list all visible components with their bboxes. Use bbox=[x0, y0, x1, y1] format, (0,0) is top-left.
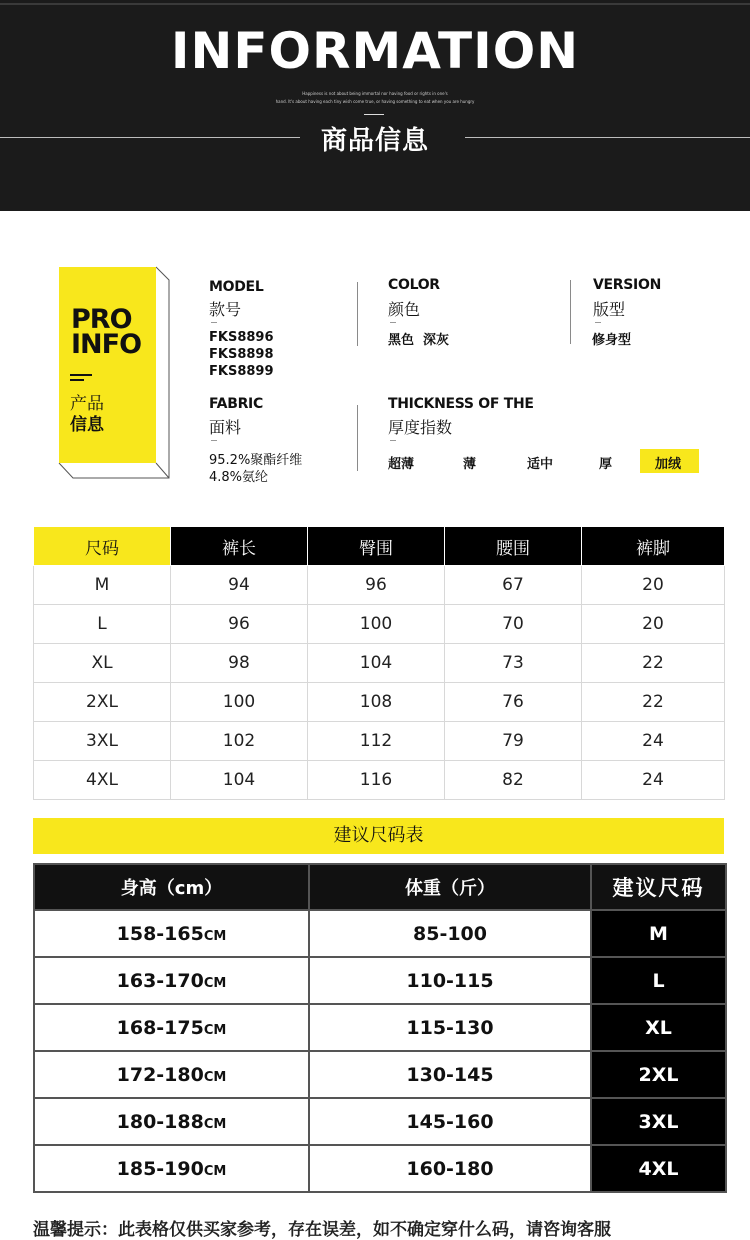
height-unit: CM bbox=[203, 1163, 227, 1179]
height-value: 168-175 bbox=[116, 1016, 204, 1039]
model-label-cn: 款号 bbox=[209, 300, 242, 319]
color-dash bbox=[390, 322, 396, 323]
color-label-cn: 颜色 bbox=[388, 300, 421, 319]
model-label-en: MODEL bbox=[209, 279, 264, 295]
height-unit: CM bbox=[203, 975, 227, 991]
model-value-3: FKS8899 bbox=[209, 364, 274, 379]
table-cell: 70 bbox=[445, 605, 582, 644]
height-value: 172-180 bbox=[116, 1063, 204, 1086]
height-cell bbox=[34, 1004, 309, 1051]
fabric-value-1: 95.2%聚酯纤维 bbox=[209, 453, 303, 468]
thickness-option-thick: 厚 bbox=[599, 457, 613, 472]
height-unit: CM bbox=[203, 1069, 227, 1085]
size-col-hem: 裤脚 bbox=[582, 527, 725, 566]
badge-cn-2: 信息 bbox=[70, 415, 104, 435]
size-cell: XL bbox=[591, 1004, 726, 1051]
table-row bbox=[34, 1098, 726, 1145]
header-top-line bbox=[0, 3, 750, 5]
table-cell: 2XL bbox=[34, 683, 171, 722]
version-label-en: VERSION bbox=[593, 277, 661, 293]
badge-cn-1: 产品 bbox=[70, 394, 104, 414]
thickness-option-ultrathin: 超薄 bbox=[388, 457, 415, 472]
height-cell bbox=[34, 1098, 309, 1145]
version-dash bbox=[595, 322, 601, 323]
size-col-waist: 腰围 bbox=[445, 527, 582, 566]
height-cell bbox=[34, 1145, 309, 1192]
size-table bbox=[33, 526, 725, 800]
table-cell: 22 bbox=[582, 644, 725, 683]
recommendation-table bbox=[33, 863, 727, 1193]
size-col-size: 尺码 bbox=[34, 527, 171, 566]
thickness-option-fleece: 加绒 bbox=[655, 457, 682, 472]
rec-col-height: 身高（cm） bbox=[34, 864, 309, 910]
height-value: 158-165 bbox=[116, 922, 204, 945]
weight-cell: 110-115 bbox=[309, 957, 591, 1004]
table-cell: 108 bbox=[308, 683, 445, 722]
fabric-label-cn: 面料 bbox=[209, 418, 242, 437]
weight-cell: 130-145 bbox=[309, 1051, 591, 1098]
height-value: 185-190 bbox=[116, 1157, 204, 1180]
height-cell bbox=[34, 1051, 309, 1098]
height-unit: CM bbox=[203, 1022, 227, 1038]
rec-col-weight: 体重（斤） bbox=[309, 864, 591, 910]
model-dash bbox=[211, 322, 217, 323]
table-cell: 79 bbox=[445, 722, 582, 761]
header-cn-title: 商品信息 bbox=[320, 126, 429, 156]
table-cell: 22 bbox=[582, 683, 725, 722]
weight-cell: 160-180 bbox=[309, 1145, 591, 1192]
header-title: INFORMATION bbox=[170, 22, 580, 80]
table-cell: 4XL bbox=[34, 761, 171, 800]
table-cell: 82 bbox=[445, 761, 582, 800]
table-row bbox=[34, 722, 725, 761]
size-cell: L bbox=[591, 957, 726, 1004]
version-label-cn: 版型 bbox=[593, 300, 626, 319]
table-cell: 100 bbox=[308, 605, 445, 644]
color-value: 黑色 深灰 bbox=[388, 333, 450, 348]
table-row bbox=[34, 957, 726, 1004]
badge-en-label bbox=[71, 304, 151, 360]
table-cell: 3XL bbox=[34, 722, 171, 761]
table-row bbox=[34, 761, 725, 800]
table-cell: 100 bbox=[171, 683, 308, 722]
table-cell: XL bbox=[34, 644, 171, 683]
model-value-2: FKS8898 bbox=[209, 347, 274, 362]
table-cell: L bbox=[34, 605, 171, 644]
size-col-hip: 臀围 bbox=[308, 527, 445, 566]
thickness-label-cn: 厚度指数 bbox=[388, 418, 453, 437]
size-col-length: 裤长 bbox=[171, 527, 308, 566]
height-cell bbox=[34, 910, 309, 957]
thickness-dash bbox=[390, 440, 396, 441]
table-cell: M bbox=[34, 566, 171, 605]
fabric-label-en: FABRIC bbox=[209, 396, 263, 412]
size-table-header-row bbox=[34, 527, 725, 566]
table-cell: 73 bbox=[445, 644, 582, 683]
weight-cell: 85-100 bbox=[309, 910, 591, 957]
table-cell: 67 bbox=[445, 566, 582, 605]
table-cell: 116 bbox=[308, 761, 445, 800]
badge-line bbox=[70, 374, 92, 376]
size-cell: 4XL bbox=[591, 1145, 726, 1192]
thickness-option-thin: 薄 bbox=[463, 457, 477, 472]
table-row bbox=[34, 1145, 726, 1192]
badge-line-short bbox=[70, 379, 84, 381]
rec-header-row bbox=[34, 864, 726, 910]
weight-cell: 115-130 bbox=[309, 1004, 591, 1051]
table-row bbox=[34, 605, 725, 644]
table-cell: 96 bbox=[308, 566, 445, 605]
header-tagline-1: Happiness is not about being immortal nor having food or rights in one's bbox=[302, 91, 448, 96]
size-cell: M bbox=[591, 910, 726, 957]
rec-col-size: 建议尺码 bbox=[591, 864, 726, 910]
suggest-size-banner: 建议尺码表 bbox=[33, 818, 724, 854]
size-cell: 3XL bbox=[591, 1098, 726, 1145]
table-cell: 96 bbox=[171, 605, 308, 644]
table-cell: 76 bbox=[445, 683, 582, 722]
table-cell: 20 bbox=[582, 566, 725, 605]
table-row bbox=[34, 566, 725, 605]
table-cell: 104 bbox=[308, 644, 445, 683]
weight-cell: 145-160 bbox=[309, 1098, 591, 1145]
table-row bbox=[34, 1051, 726, 1098]
table-cell: 20 bbox=[582, 605, 725, 644]
table-cell: 24 bbox=[582, 722, 725, 761]
table-row bbox=[34, 683, 725, 722]
fabric-value-2: 4.8%氨纶 bbox=[209, 470, 269, 485]
table-cell: 104 bbox=[171, 761, 308, 800]
badge-en-text: PRO INFO bbox=[71, 304, 142, 360]
separator-2 bbox=[570, 280, 571, 344]
header-banner bbox=[0, 0, 750, 211]
height-unit: CM bbox=[203, 1116, 227, 1132]
height-cell bbox=[34, 957, 309, 1004]
table-cell: 94 bbox=[171, 566, 308, 605]
color-label-en: COLOR bbox=[388, 277, 440, 293]
table-row bbox=[34, 644, 725, 683]
header-tagline-2: hand. It's about having each tiny wish come true, or having something to eat when you are hungry bbox=[275, 99, 475, 104]
table-cell: 24 bbox=[582, 761, 725, 800]
pro-info-badge bbox=[59, 267, 156, 463]
table-cell: 112 bbox=[308, 722, 445, 761]
header-small-bar bbox=[364, 114, 384, 115]
model-value-1: FKS8896 bbox=[209, 330, 274, 345]
footnote: 温馨提示：此表格仅供买家参考，存在误差，如不确定穿什么码，请咨询客服 bbox=[33, 1220, 611, 1240]
table-row bbox=[34, 910, 726, 957]
thickness-label-en: THICKNESS OF THE bbox=[388, 396, 534, 412]
fabric-dash bbox=[211, 440, 217, 441]
height-value: 163-170 bbox=[116, 969, 204, 992]
table-row bbox=[34, 1004, 726, 1051]
version-value: 修身型 bbox=[592, 333, 632, 348]
height-unit: CM bbox=[203, 928, 227, 944]
table-cell: 98 bbox=[171, 644, 308, 683]
thickness-option-medium: 适中 bbox=[527, 457, 554, 472]
height-value: 180-188 bbox=[116, 1110, 204, 1133]
separator-3 bbox=[357, 405, 358, 471]
table-cell: 102 bbox=[171, 722, 308, 761]
separator-1 bbox=[357, 282, 358, 346]
size-cell: 2XL bbox=[591, 1051, 726, 1098]
